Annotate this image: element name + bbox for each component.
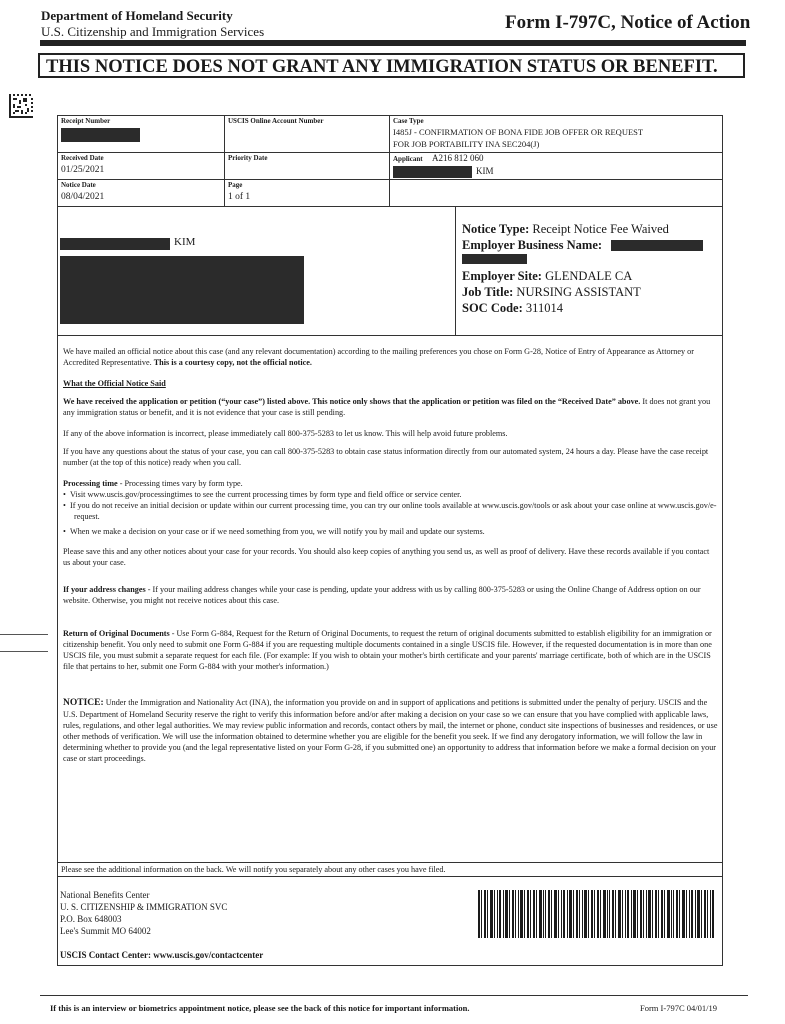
- case-type-cell: [389, 115, 723, 153]
- notice-banner: THIS NOTICE DOES NOT GRANT ANY IMMIGRATION STATUS OR BENEFIT.: [38, 53, 745, 78]
- soc-code-line: [462, 301, 563, 316]
- job-title-label: Job Title:: [462, 285, 514, 299]
- office-line-4: Lee's Summit MO 64002: [60, 926, 151, 936]
- applicant-cell: [389, 152, 723, 180]
- notice-type-value: Receipt Notice Fee Waived: [532, 222, 669, 236]
- soc-code-value: 311014: [525, 301, 563, 315]
- notice-text: Under the Immigration and Nationality Act (INA), the information you provide on and in support of applications and petitions is submitted under the penalty of perjury. USCIS and the U.S. Department of Homeland Security reserve the right to verify this information before and/or after making a decision on your case so we can ensure that you have complied with applicable laws, rules, regulations, and other legal authorities. We may review public information and records, contact others by mail, the internet or phone, conduct site inspections of businesses and residences, or use other methods of verification. We will use the information obtained to determine whether you are eligible for the benefit you seek. If we find any derogatory information, we will follow the law in determining whether to provide you (and the legal representative listed on your Form G-28, if you submitted one) an opportunity to address that information before we make a formal decision on your case or start proceedings.: [63, 698, 718, 763]
- receipt-number-cell: [57, 115, 225, 153]
- priority-date-label: Priority Date: [228, 154, 268, 162]
- page-cell: [224, 179, 390, 207]
- receipt-number-label: Receipt Number: [61, 117, 111, 125]
- body-divider-office: [57, 876, 723, 877]
- datamatrix-code-icon: [9, 94, 33, 118]
- bullet-icon: •: [63, 527, 70, 536]
- online-account-label: USCIS Online Account Number: [228, 117, 324, 125]
- applicant-label: Applicant: [393, 155, 423, 163]
- bullet-1-text: Visit www.uscis.gov/processingtimes to see the current processing times by form type and field office or service center.: [69, 490, 462, 499]
- case-type-line1: I485J - CONFIRMATION OF BONA FIDE JOB OFFER OR REQUEST: [393, 127, 644, 137]
- bullet-1: [63, 489, 718, 500]
- official-notice-heading: What the Official Notice Said: [63, 379, 166, 388]
- job-title-line: [462, 285, 641, 300]
- body-paragraph-1: [63, 346, 718, 368]
- notice-date-value: 08/04/2021: [61, 192, 105, 202]
- notice-paragraph: [63, 697, 718, 764]
- redacted-employer-name-2: [462, 254, 527, 264]
- address-change-heading: If your address changes: [63, 585, 146, 594]
- body-paragraph-3: If any of the above information is incorrect, please immediately call 800-375-5283 to let us know. This will help avoid future problems.: [63, 429, 508, 438]
- notice-type-label: Notice Type:: [462, 222, 530, 236]
- body-paragraph-4: If you have any questions about the status of your case, you can call 800-375-5283 to obtain case status information directly from our automated system, 24 hours a day. Please have the case receipt number (at the top of this notice) ready when you call.: [63, 447, 709, 467]
- barcode-icon: [478, 890, 714, 938]
- see-back-text: Please see the additional information on the back. We will notify you separately about any other cases you have filed.: [61, 865, 446, 874]
- office-line-3: P.O. Box 648003: [60, 914, 122, 924]
- notice-date-label: Notice Date: [61, 181, 96, 189]
- footer-rule: [40, 995, 748, 996]
- bullet-3: [63, 526, 718, 537]
- bullet-3-text: When we make a decision on your case or if we need something from you, we will notify you by mail and update our systems.: [69, 527, 485, 536]
- employer-name-line: [462, 238, 602, 253]
- received-date-value: 01/25/2021: [61, 165, 105, 175]
- body-divider-bottom: [57, 862, 723, 863]
- employer-name-label: Employer Business Name:: [462, 238, 603, 252]
- received-date-cell: [57, 152, 225, 180]
- address-change-paragraph: [63, 584, 718, 606]
- bullet-icon: •: [63, 490, 70, 499]
- body-paragraph-2: [63, 396, 718, 418]
- applicant-surname: KIM: [476, 166, 494, 176]
- office-line-2: U. S. CITIZENSHIP & IMMIGRATION SVC: [60, 902, 228, 912]
- footer-note: If this is an interview or biometrics appointment notice, please see the back of this notice for important information.: [50, 1003, 470, 1013]
- form-title: Form I-797C, Notice of Action: [505, 12, 751, 33]
- notice-date-cell: [57, 179, 225, 207]
- redacted-receipt-number: [61, 128, 140, 142]
- received-text: It does not grant you any immigration status or benefit, and it is not evidence that your case is still pending.: [63, 397, 711, 417]
- applicant-number: A216 812 060: [432, 153, 484, 163]
- notice-heading: NOTICE:: [63, 698, 104, 708]
- margin-mark-2: [0, 651, 48, 652]
- contact-center-line: [60, 950, 263, 960]
- body-divider-top: [57, 335, 723, 336]
- processing-heading: Processing time: [63, 479, 118, 488]
- page-label: Page: [228, 181, 243, 189]
- return-documents-text: - Use Form G-884, Request for the Return of Original Documents, to request the return of original documents submitted to establish eligibility for an immigration or citizenship benefit. You only need to submit one Form G-884 if you are requesting multiple documents contained in a single USCIS file. However, if the requested documentation is in more than one USCIS file, you must submit a separate request for each file. (For example: If you wish to obtain your mother's birth certificate and your parents' marriage certificate, both of which are in the USCIS file that pertains to her, submit one Form G-884 with your mother's information.): [63, 629, 712, 671]
- body-paragraph-5: Please save this and any other notices about your case for your records. You should also keep copies of anything you send us, as well as proof of delivery. Have these records available if you contact us about your case.: [63, 547, 710, 567]
- online-account-cell: [224, 115, 390, 153]
- redacted-recipient-name: [60, 238, 170, 250]
- contact-center-link[interactable]: www.uscis.gov/contactcenter: [153, 950, 264, 960]
- blank-cell: [389, 179, 723, 207]
- employer-site-line: [462, 269, 632, 284]
- courtesy-text: We have mailed an official notice about this case (and any relevant documentation) according to the mailing preferences you chose on Form G-28, Notice of Entry of Appearance as Attorney or Accredited Representative.: [63, 347, 694, 367]
- contact-center-label: USCIS Contact Center:: [60, 950, 151, 960]
- redacted-applicant-name: [393, 166, 472, 178]
- job-title-value: NURSING ASSISTANT: [516, 285, 641, 299]
- bullet-2: [63, 500, 718, 522]
- return-documents-paragraph: [63, 628, 718, 672]
- footer-form-id: Form I-797C 04/01/19: [640, 1003, 717, 1013]
- priority-date-cell: [224, 152, 390, 180]
- case-type-line2: FOR JOB PORTABILITY INA SEC204(J): [393, 139, 540, 149]
- office-line-1: National Benefits Center: [60, 890, 150, 900]
- office-address: [60, 889, 227, 937]
- bullet-2-text: If you do not receive an initial decision or update within our current processing time, you can try our online tools available at www.uscis.gov/tools or ask about your case online at www.uscis.gov/e-request.: [69, 501, 717, 521]
- received-bold-text: We have received the application or petition (“your case”) listed above. This notice only shows that the application or petition was filed on the “Received Date” above.: [63, 397, 641, 406]
- bullet-icon: •: [63, 501, 70, 510]
- case-type-label: Case Type: [393, 117, 424, 125]
- notice-type-line: [462, 222, 669, 237]
- margin-mark-1: [0, 634, 48, 635]
- employer-site-value: GLENDALE CA: [545, 269, 633, 283]
- subagency-name: U.S. Citizenship and Immigration Services: [41, 24, 265, 39]
- page-value: 1 of 1: [228, 192, 251, 202]
- employer-site-label: Employer Site:: [462, 269, 542, 283]
- redacted-recipient-address: [60, 256, 304, 324]
- recipient-surname: KIM: [174, 236, 196, 248]
- processing-intro: - Processing times vary by form type.: [117, 479, 243, 488]
- return-documents-heading: Return of Original Documents: [63, 629, 170, 638]
- agency-name: Department of Homeland Security: [41, 8, 233, 23]
- header-bar: [40, 40, 746, 46]
- received-date-label: Received Date: [61, 154, 104, 162]
- courtesy-bold-text: This is a courtesy copy, not the official notice.: [153, 358, 312, 367]
- redacted-employer-name-1: [611, 240, 703, 251]
- address-change-text: - If your mailing address changes while your case is pending, update your address with us by calling 800-375-5283 or using the Online Change of Address option on our website. Otherwise, you might not receive notices about this case.: [63, 585, 701, 605]
- processing-time-line: [63, 478, 718, 489]
- soc-code-label: SOC Code:: [462, 301, 523, 315]
